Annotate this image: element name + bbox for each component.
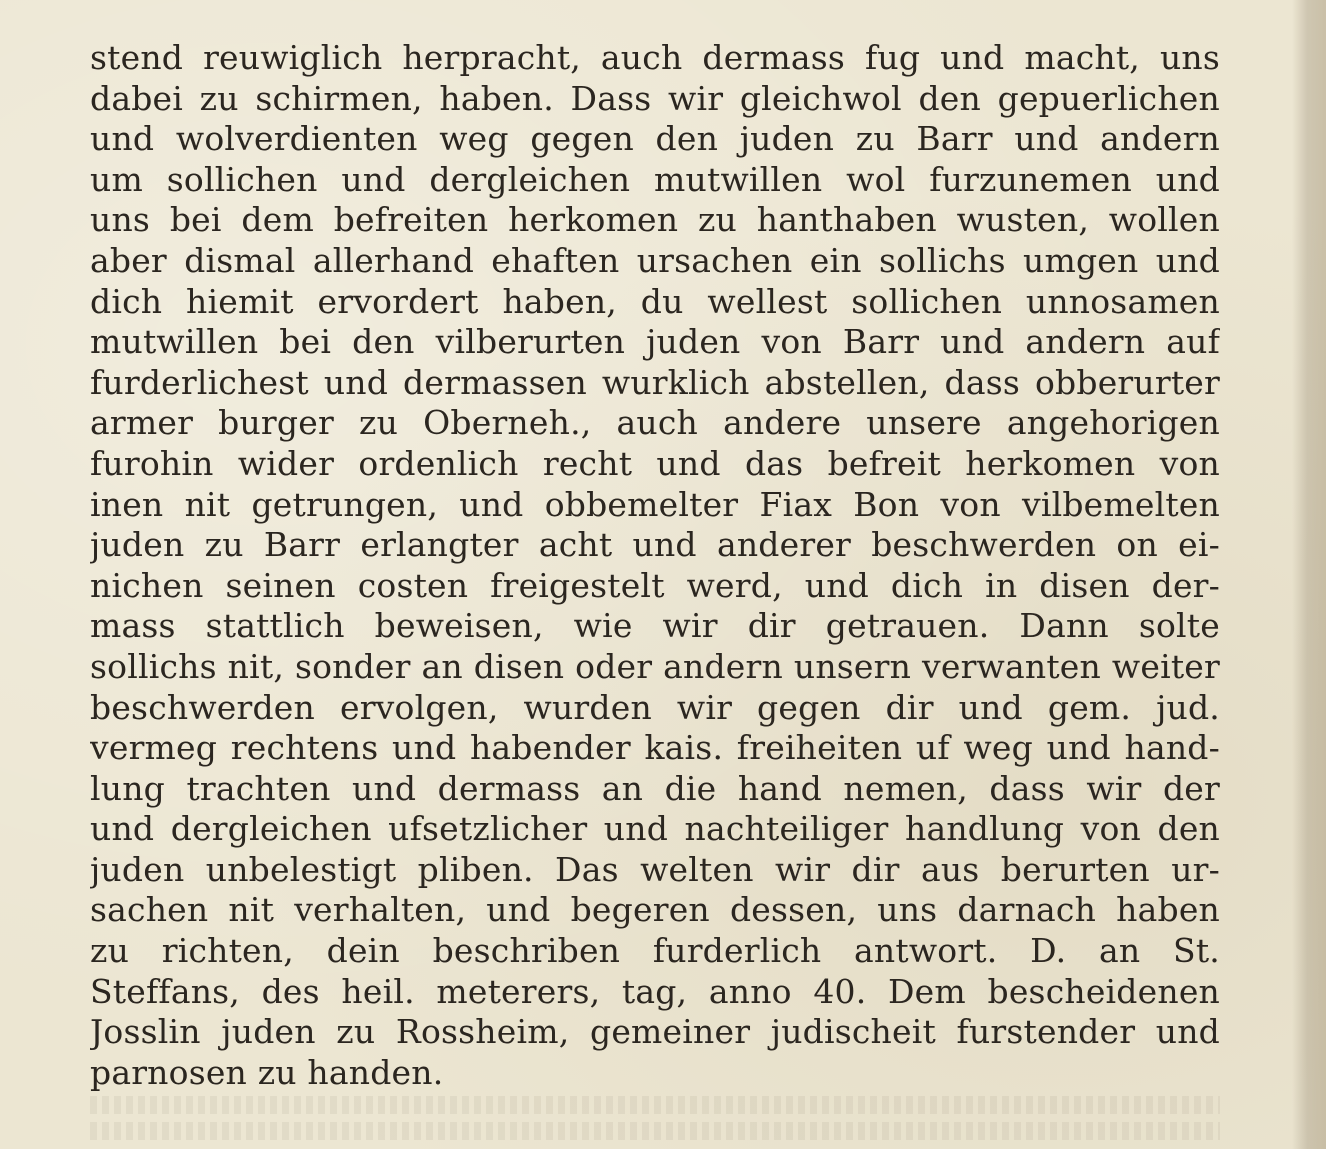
show-through-text — [90, 1122, 1220, 1140]
text-line: dich hiemit ervordert haben, du wellest sollichen unnosamen — [90, 281, 1220, 321]
text-line: und wolverdienten weg gegen den juden zu Barr und andern — [90, 119, 1220, 159]
text-line: und dergleichen ufsetzlicher und nachteiliger handlung von den — [90, 809, 1220, 849]
text-line: vermeg rechtens und habender kais. freiheiten uf weg und hand- — [90, 728, 1220, 768]
text-line: zu richten, dein beschriben furderlich antwort. D. an St. — [90, 931, 1220, 971]
text-line: furderlichest und dermassen wurklich abstellen, dass obberurter — [90, 362, 1220, 402]
show-through-text — [90, 1096, 1220, 1114]
text-line: furohin wider ordenlich recht und das befreit herkomen von — [90, 443, 1220, 483]
text-line: aber dismal allerhand ehaften ursachen ein sollichs umgen und — [90, 240, 1220, 280]
text-line: juden unbelestigt pliben. Das welten wir dir aus berurten ur- — [90, 849, 1220, 889]
text-line: sachen nit verhalten, und begeren dessen, uns darnach haben — [90, 890, 1220, 930]
page-edge-shadow — [1292, 0, 1326, 1149]
text-line: mutwillen bei den vilberurten juden von Barr und andern auf — [90, 322, 1220, 362]
text-line: Josslin juden zu Rossheim, gemeiner judischeit furstender und — [90, 1012, 1220, 1052]
text-line: beschwerden ervolgen, wurden wir gegen dir und gem. jud. — [90, 687, 1220, 727]
text-line: armer burger zu Oberneh., auch andere unsere angehorigen — [90, 403, 1220, 443]
text-line: nichen seinen costen freigestelt werd, und dich in disen der- — [90, 565, 1220, 605]
text-line: lung trachten und dermass an die hand nemen, dass wir der — [90, 768, 1220, 808]
text-line: juden zu Barr erlangter acht und anderer beschwerden on ei- — [90, 525, 1220, 565]
text-line: dabei zu schirmen, haben. Dass wir gleichwol den gepuerlichen — [90, 78, 1220, 118]
text-line: sollichs nit, sonder an disen oder andern unsern verwanten weiter — [90, 646, 1220, 686]
text-line: uns bei dem befreiten herkomen zu hanthaben wusten, wollen — [90, 200, 1220, 240]
text-line: stend reuwiglich herpracht, auch dermass fug und macht, uns — [90, 38, 1220, 77]
text-line: inen nit getrungen, und obbemelter Fiax Bon von vilbemelten — [90, 484, 1220, 524]
text-line: um sollichen und dergleichen mutwillen wol furzunemen und — [90, 159, 1220, 199]
document-body — [90, 38, 1220, 1093]
text-line: Steffans, des heil. meterers, tag, anno 40. Dem bescheidenen — [90, 971, 1220, 1011]
text-line: parnosen zu handen. — [90, 1052, 444, 1092]
text-line: mass stattlich beweisen, wie wir dir getrauen. Dann solte — [90, 606, 1220, 646]
